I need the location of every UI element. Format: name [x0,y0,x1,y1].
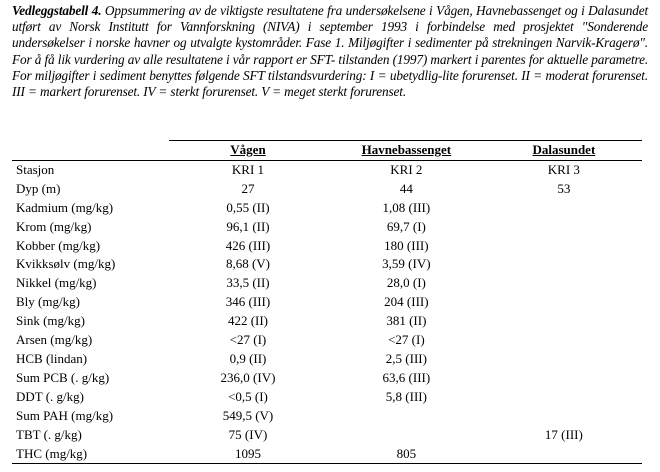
table-row [12,350,642,369]
table-cell: 17 (III) [544,426,583,442]
table-cell: 27 [241,180,255,196]
row-label: Dyp (m) [16,180,61,196]
table-cell: 805 [327,445,486,464]
header-vagen: Vågen [169,141,327,161]
row-label: Nikkel (mg/kg) [16,275,97,291]
table-cell: 53 [557,180,571,196]
table-cell: <27 (I) [229,332,267,348]
table-cell: 3,59 (IV) [382,256,431,272]
table-cell: 1095 [169,445,327,464]
table-row [12,274,642,293]
table-cell [486,445,642,464]
table-row [12,312,642,331]
header-dalasundet: Dalasundet [486,141,642,161]
table-cell: 381 (II) [386,313,427,329]
table-cell: KRI 2 [390,161,423,177]
table-cell [327,426,486,445]
caption-lead: Vedleggstabell 4. [12,3,102,18]
table-cell: 1,08 (III) [382,199,431,215]
row-label: Arsen (mg/kg) [16,332,93,348]
table-cell: <27 (I) [388,332,425,348]
table-cell [486,407,642,426]
table-row [12,426,642,445]
table-cell: 204 (III) [384,294,429,310]
row-label: Krom (mg/kg) [16,218,92,234]
table-cell: 236,0 (IV) [220,369,276,385]
table-cell: 44 [399,180,413,196]
table-cell: 69,7 (I) [386,218,426,234]
table-cell: 346 (III) [225,294,271,310]
table-cell: 422 (II) [227,313,269,329]
table-cell [486,331,642,350]
table-row [12,369,642,388]
table-cell: 28,0 (I) [386,275,426,291]
row-label: Kadmium (mg/kg) [16,199,114,215]
table-cell [486,237,642,256]
row-label: Stasjon [16,161,55,177]
table-cell: 2,5 (III) [385,350,427,366]
table-cell [486,369,642,388]
row-label: Bly (mg/kg) [16,294,80,310]
table-cell: 0,55 (II) [226,199,270,215]
table-cell: <0,5 (I) [228,388,268,404]
table-row [12,255,642,274]
table-cell: 5,8 (III) [385,388,427,404]
header-blank [12,141,169,161]
table-row [12,293,642,312]
table-cell [486,350,642,369]
table-caption [12,3,648,100]
table-row [12,331,642,350]
table-row [12,237,642,256]
table-cell [486,274,642,293]
table-cell [486,293,642,312]
table-cell [486,255,642,274]
table-row [12,407,642,426]
table-row [12,199,642,218]
table-row [12,445,642,464]
table-cell: 96,1 (II) [226,218,270,234]
row-label: Sum PAH (mg/kg) [16,407,114,423]
table-cell [486,388,642,407]
row-label: Kvikksølv (mg/kg) [16,256,116,272]
row-label: TBT (. g/kg) [16,426,82,442]
row-label: Sum PCB (. g/kg) [16,369,110,385]
table-cell: 180 (III) [384,237,429,253]
table-cell: 8,68 (V) [225,256,270,272]
table-cell [486,218,642,237]
table-cell: 0,9 (II) [229,350,267,366]
row-label: DDT (. g/kg) [16,388,85,404]
table-row [12,180,642,199]
table-cell: 33,5 (II) [226,275,270,291]
table-cell: KRI 3 [547,161,580,177]
caption-text: Oppsummering av de viktigste resultatene fra undersøkelsene i Vågen, Havnebassenget og i Dalasundet utført av Norsk Institutt for Vannforskning (NIVA) i september 1993 i forbindelse med prosjektet "Sonderende undersøkelser i norske havner og utvalgte kystområder. Fase 1. Miljøgifter i sedimenter på strekningen Narvik-Kragerø". For å få lik vurdering av alle resultatene i vår rapport er SFT- tilstanden (1997) markert i parentes for aktuelle parametre. For miljøgifter i sediment benyttes følgende SFT tilstandsvurdering: I = ubetydlig-lite forurenset. II = moderat forurenset. III = markert forurenset. IV = sterkt forurenset. V = meget sterkt forurenset. [12,3,648,100]
table-cell: 63,6 (III) [382,369,431,385]
table-cell [486,199,642,218]
table-row [12,160,642,179]
header-havnebassenget: Havnebassenget [327,141,486,161]
table-cell [327,407,486,426]
row-label: THC (mg/kg) [12,445,169,464]
row-label: HCB (lindan) [16,350,88,366]
table-cell [486,312,642,331]
row-label: Kobber (mg/kg) [16,237,101,253]
table-row [12,218,642,237]
results-table [12,140,642,464]
table-header-row [12,141,642,161]
row-label: Sink (mg/kg) [16,313,85,329]
table-row [12,388,642,407]
table-cell: 426 (III) [225,237,271,253]
table-cell: 549,5 (V) [222,407,274,423]
table-cell: 75 (IV) [228,426,268,442]
table-cell: KRI 1 [231,161,265,177]
